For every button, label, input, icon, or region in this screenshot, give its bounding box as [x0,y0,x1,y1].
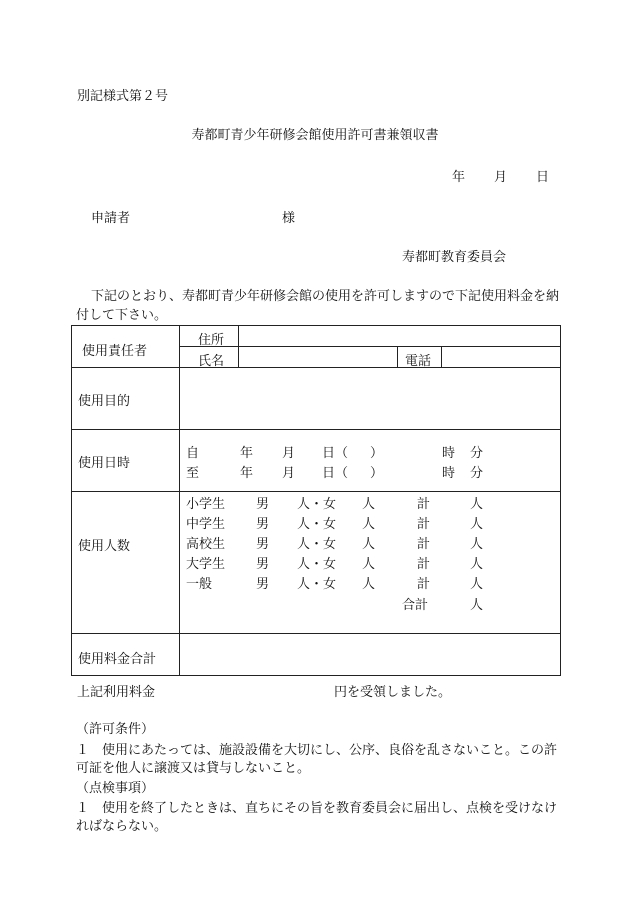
count-row-female-unit: 人 [362,537,376,552]
count-row-male-unit: 人・女 [297,577,337,592]
applicant-honorific: 様 [282,211,296,226]
name-field[interactable] [238,347,397,367]
permit-conditions-item: １ 使用にあたっては、施設設備を大切にし、公序、良俗を乱さないこと。この許可証を他人に譲渡又は貸与しないこと。 [76,743,558,776]
responsible-label: 使用責任者 [82,344,148,359]
count-row-total: 計 [417,557,431,572]
applicant-label: 申請者 [91,211,131,226]
count-row-male-unit: 人・女 [297,557,337,572]
count-row-total-unit: 人 [470,517,484,532]
count-row-category: 中学生 [186,517,226,532]
count-row-category: 大学生 [186,557,226,572]
inspection-item: １ 使用を終了したときは、直ちにその旨を教育委員会に届出し、点検を受けなければならない。 [76,801,558,834]
intro-paragraph: 下記のとおり、寿都町青少年研修会館の使用を許可しますので下記使用料金を納付して下さい。 [76,289,560,323]
form-number: 別記様式第２号 [77,89,169,104]
count-row-male: 男 [256,577,270,592]
date-month-label: 月 [494,170,508,185]
count-row-total: 計 [417,517,431,532]
receipt-label: 上記利用料金 [77,685,156,700]
date-day-label: 日 [536,170,550,185]
receipt-text: 円を受領しました。 [334,685,452,700]
count-row-female-unit: 人 [362,497,376,512]
name-label: 氏名 [198,354,225,369]
count-row-total-unit: 人 [470,497,484,512]
count-row-male-unit: 人・女 [297,497,337,512]
count-row-male-unit: 人・女 [297,537,337,552]
count-row-female-unit: 人 [362,577,376,592]
phone-label: 電話 [405,354,432,369]
count-row-male: 男 [256,557,270,572]
phone-field[interactable] [441,347,560,367]
count-row-total: 計 [417,537,431,552]
count-row-total-unit: 人 [470,577,484,592]
grand-total-unit: 人 [470,598,484,613]
count-row-category: 高校生 [186,537,226,552]
count-label: 使用人数 [78,539,131,554]
count-row-total-unit: 人 [470,537,484,552]
inspection-heading: （点検事項） [76,781,155,796]
count-row-male: 男 [256,497,270,512]
count-row-male: 男 [256,517,270,532]
purpose-field[interactable] [180,368,560,429]
purpose-label: 使用目的 [78,394,131,409]
fee-total-field[interactable] [180,634,560,676]
count-row-category: 一般 [186,577,213,592]
count-row-category: 小学生 [186,497,226,512]
issuer-name: 寿都町教育委員会 [402,250,507,265]
datetime-label: 使用日時 [78,456,131,471]
count-row-male-unit: 人・女 [297,517,337,532]
document-title: 寿都町青少年研修会館使用許可書兼領収書 [191,128,439,143]
count-row-total-unit: 人 [470,557,484,572]
fee-total-label: 使用料金合計 [78,652,157,667]
address-label: 住所 [198,333,225,348]
count-row-male: 男 [256,537,270,552]
count-row-female-unit: 人 [362,557,376,572]
date-year-label: 年 [452,170,466,185]
count-row-total: 計 [417,577,431,592]
count-row-female-unit: 人 [362,517,376,532]
grand-total-label: 合計 [402,598,429,613]
address-field[interactable] [238,326,560,346]
permit-conditions-heading: （許可条件） [76,722,155,737]
permit-table: 使用責任者 住所 氏名 電話 使用目的 使用日時 自 年 月 日（ ） 時 分 至 年 月 日（ ） 時 分 使用人数 小学生 男 人・女 人 計 人 中学生 男 人・女 人 計 人 高校生 男 人・女 人 計 人 大学生 男 人・女 人 計 人 一般 男 人・女 人 計 人 合計 人 使用料金合計 [71,325,561,676]
count-row-total: 計 [417,497,431,512]
